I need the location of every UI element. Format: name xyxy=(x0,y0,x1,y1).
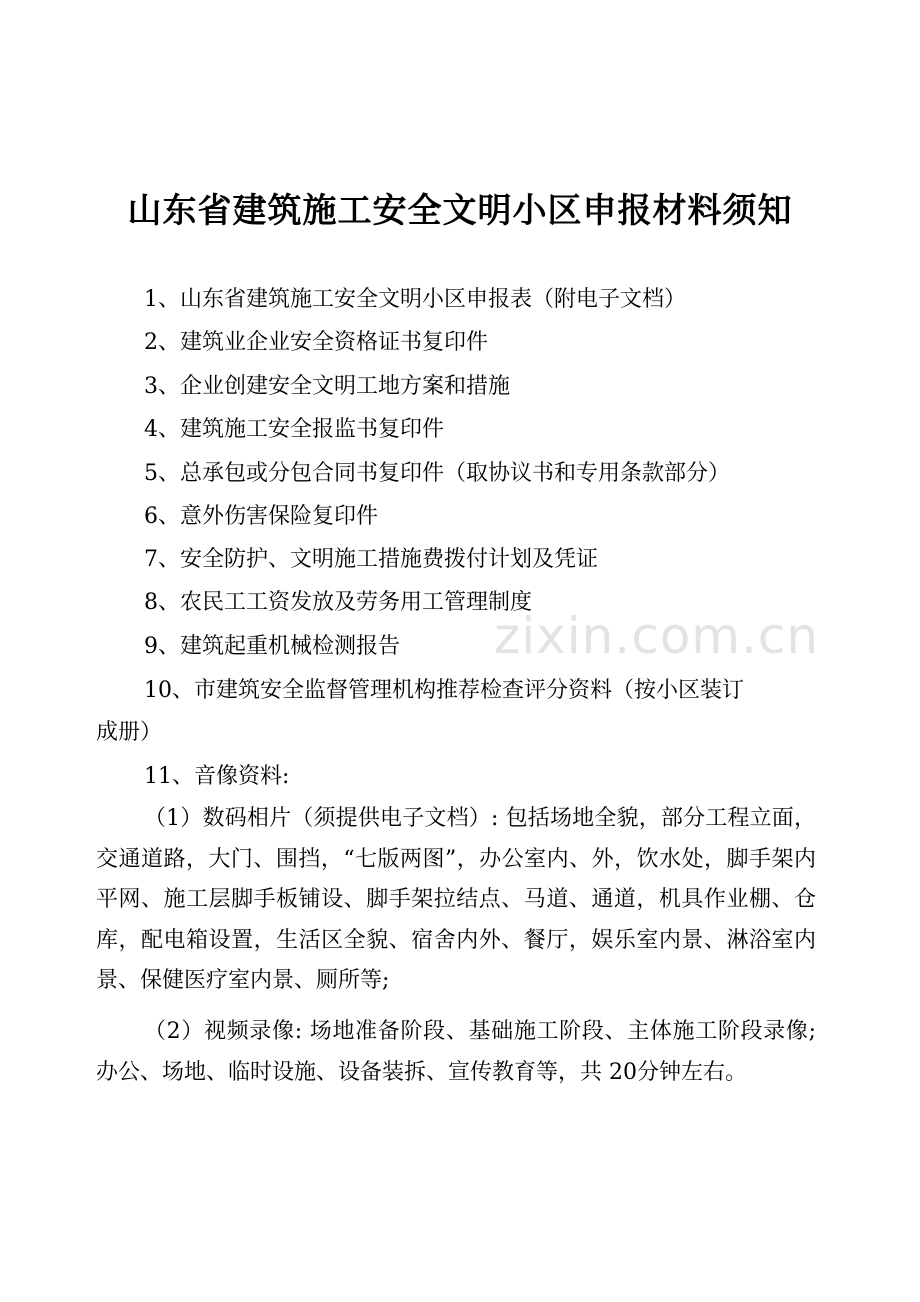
list-item: 1、山东省建筑施工安全文明小区申报表（附电子文档） xyxy=(144,287,686,312)
list-item-continuation: 成册） xyxy=(96,720,163,745)
list-item: 11、音像资料: xyxy=(144,764,290,789)
list-item: 3、企业创建安全文明工地方案和措施 xyxy=(144,374,510,399)
list-item: 10、市建筑安全监督管理机构推荐检查评分资料（按小区装订 xyxy=(144,678,744,703)
list-item: 7、安全防护、文明施工措施费拨付计划及凭证 xyxy=(144,547,598,572)
sub-item-photos: （1）数码相片（须提供电子文档）: 包括场地全貌，部分工程立面，交通道路，大门、围挡，“七版两图”，办公室内、外，饮水处，脚手架内平网、施工层脚手板铺设、脚手架拉结点、马道、通道，机具作业棚、仓库，配电箱设置，生活区全貌、宿舍内外、餐厅，娱乐室内景、淋浴室内景、保健医疗室内景、厕所等; xyxy=(96,806,816,993)
list-item: 4、建筑施工安全报监书复印件 xyxy=(144,417,444,442)
list-item: 9、建筑起重机械检测报告 xyxy=(144,634,400,659)
sub-item-video: （2）视频录像: 场地准备阶段、基础施工阶段、主体施工阶段录像; 办公、场地、临时设施、设备装拆、宣传教育等，共 20分钟左右。 xyxy=(96,1019,816,1085)
page-title: 山东省建筑施工安全文明小区申报材料须知 xyxy=(127,191,793,231)
list-item: 5、总承包或分包合同书复印件（取协议书和专用条款部分） xyxy=(144,461,730,486)
list-item: 8、农民工工资发放及劳务用工管理制度 xyxy=(144,590,532,615)
watermark: zixin.com.cn xyxy=(494,607,820,665)
list-item: 2、建筑业企业安全资格证书复印件 xyxy=(144,330,488,355)
list-item: 6、意外伤害保险复印件 xyxy=(144,504,378,529)
